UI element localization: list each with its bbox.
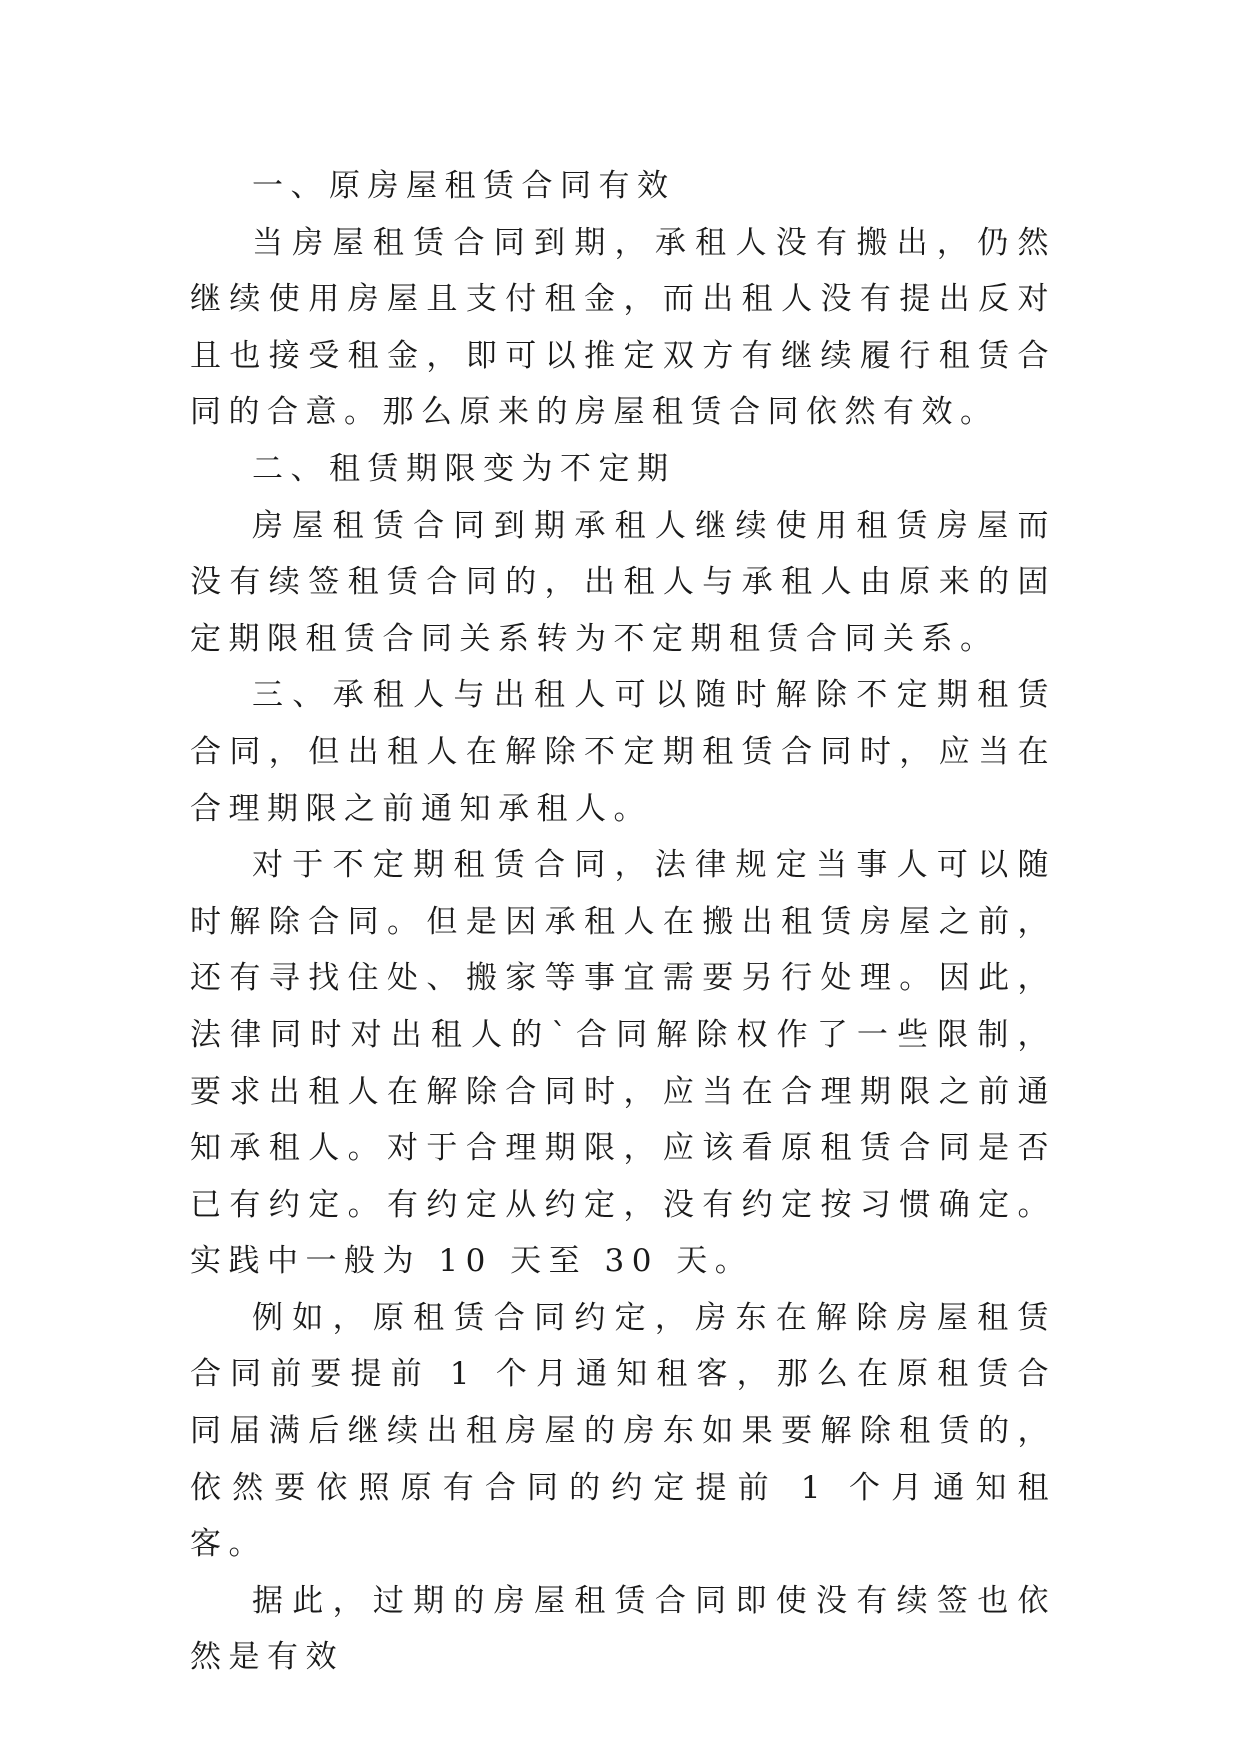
- heading-section-1: 一、原房屋租赁合同有效: [252, 168, 676, 204]
- paragraph-termination-notice: 对于不定期租赁合同，法律规定当事人可以随时解除合同。但是因承租人在搬出租赁房屋之前，还有寻找住处、搬家等事宜需要另行处理。因此，法律同时对出租人的`合同解除权作了一些限制，要求出租人在解除合同时，应当在合理期限之前通知承租人。对于合理期限，应该看原租赁合同是否已有约定。有约定从约定，没有约定按习惯确定。实践中一般为 10 天至 30 天。: [190, 847, 1056, 1280]
- paragraph-example: 例如，原租赁合同约定，房东在解除房屋租赁合同前要提前 1 个月通知租客，那么在原租赁合同届满后继续出租房屋的房东如果要解除租赁的，依然要依照原有合同的约定提前 1 个月通知租客。: [190, 1299, 1056, 1563]
- heading-section-3: 三、承租人与出租人可以随时解除不定期租赁合同，但出租人在解除不定期租赁合同时，应当在合理期限之前通知承租人。: [190, 677, 1056, 827]
- paragraph-indefinite-term: 房屋租赁合同到期承租人继续使用租赁房屋而没有续签租赁合同的，出租人与承租人由原来的固定期限租赁合同关系转为不定期租赁合同关系。: [190, 507, 1056, 657]
- paragraph-conclusion: 据此，过期的房屋租赁合同即使没有续签也依然是有效: [190, 1582, 1056, 1676]
- heading-section-2: 二、租赁期限变为不定期: [252, 450, 676, 487]
- paragraph-original-contract-valid: 当房屋租赁合同到期，承租人没有搬出，仍然继续使用房屋且支付租金，而出租人没有提出反对且也接受租金，即可以推定双方有继续履行租赁合同的合意。那么原来的房屋租赁合同依然有效。: [190, 224, 1056, 431]
- document-page: [190, 158, 1056, 1686]
